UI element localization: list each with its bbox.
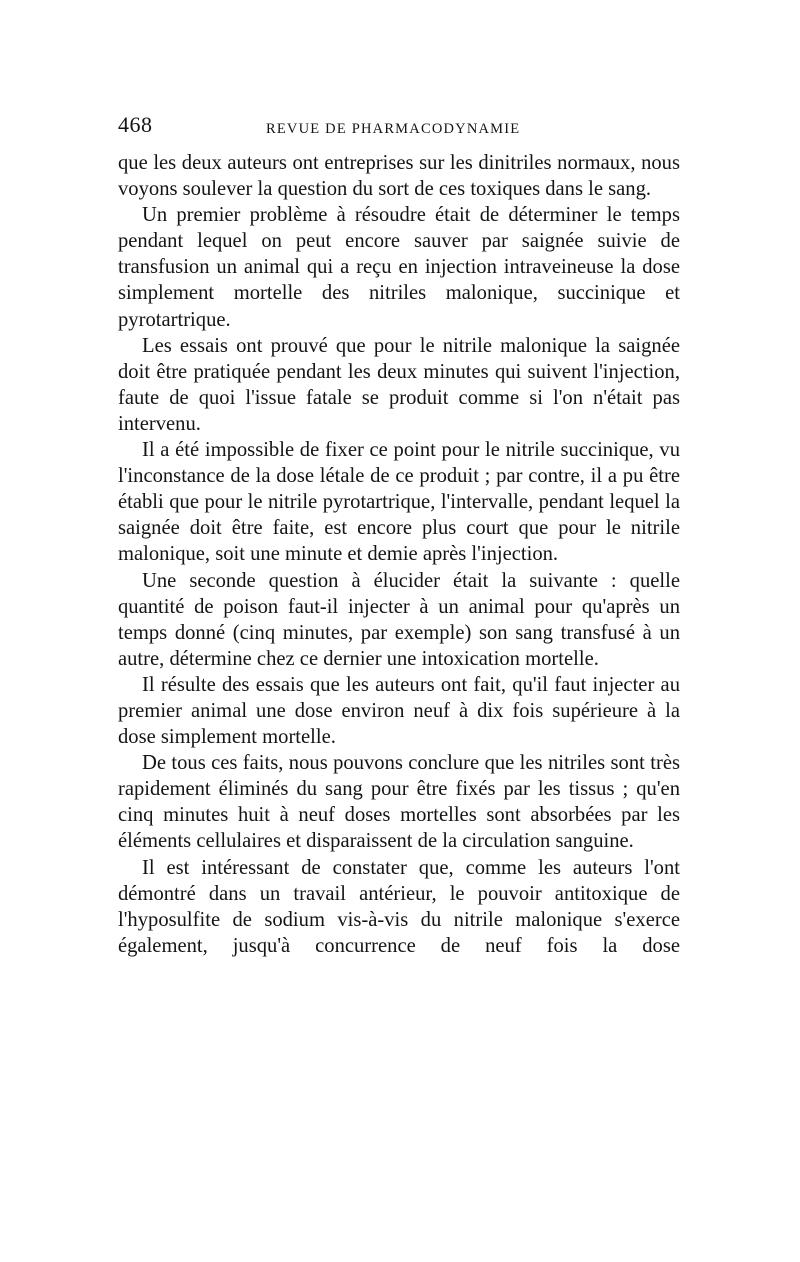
paragraph: Un premier problème à résoudre était de déterminer le temps pendant lequel on peut encore sauver par saignée suivie de transfusion un animal qui a reçu en injection intraveineuse la dose simplement mortelle des nitriles malonique, succinique et pyrotartrique. <box>118 204 680 331</box>
paragraph: Il est intéressant de constater que, comme les auteurs l'ont démontré dans un travail antérieur, le pouvoir antitoxique de l'hyposulfite de sodium vis-à-vis du nitrile malonique s'exerce également, jusqu'à concurrence de neuf fois la dose <box>118 856 680 957</box>
paragraph: Il résulte des essais que les auteurs ont fait, qu'il faut injecter au premier animal une dose environ neuf à dix fois supérieure à la dose simplement mortelle. <box>118 673 680 749</box>
paragraph: que les deux auteurs ont entreprises sur les dinitriles normaux, nous voyons soulever la question du sort de ces toxiques dans le sang. <box>118 152 680 201</box>
page-number: 468 <box>118 112 153 137</box>
running-title: REVUE DE PHARMACODYNAMIE <box>266 121 521 137</box>
paragraph: De tous ces faits, nous pouvons conclure que les nitriles sont très rapidement éliminés du sang pour être fixés par les tissus ; qu'en cinq minutes huit à neuf doses mortelles sont absorbées par les éléments cellulaires et disparaissent de la circulation sanguine. <box>118 752 680 853</box>
paragraph: Une seconde question à élucider était la suivante : quelle quantité de poison faut-il injecter à un animal pour qu'après un temps donné (cinq minutes, par exemple) son sang transfusé à un autre, détermine chez ce dernier une intoxication mortelle. <box>118 569 680 670</box>
running-head <box>118 112 680 142</box>
body-text <box>118 150 680 959</box>
paragraph: Il a été impossible de fixer ce point pour le nitrile succinique, vu l'inconstance de la dose létale de ce produit ; par contre, il a pu être établi que pour le nitrile pyrotartrique, l'intervalle, pendant lequel la saignée doit être faite, est encore plus court que pour le nitrile malonique, soit une minute et demie après l'injection. <box>118 439 680 566</box>
paragraph: Les essais ont prouvé que pour le nitrile malonique la saignée doit être pratiquée pendant les deux minutes qui suivent l'injection, faute de quoi l'issue fatale se produit comme si l'on n'était pas intervenu. <box>118 334 680 435</box>
